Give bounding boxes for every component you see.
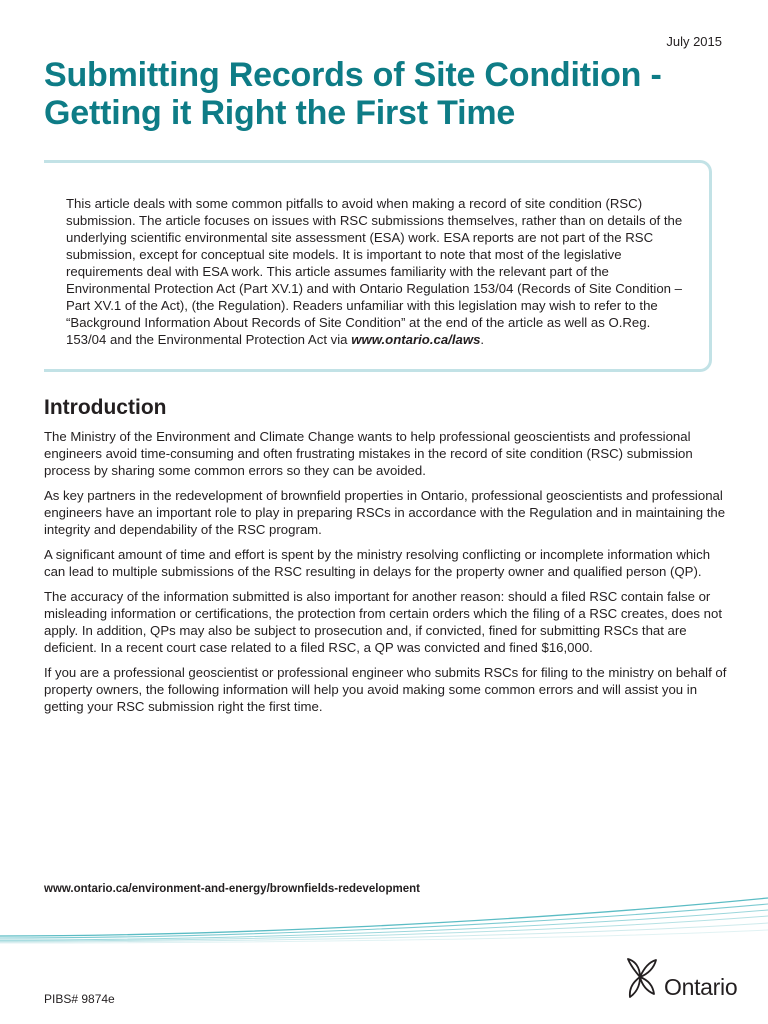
- introduction-heading: Introduction: [44, 396, 167, 419]
- ontario-logo: [618, 956, 758, 1002]
- summary-callout: [44, 160, 712, 372]
- callout-body: This article deals with some common pitfalls to avoid when making a record of site condition (RSC) submission. The article focuses on issues with RSC submissions themselves, rather than on details of the underlying scientific environmental site assessment (ESA) work. ESA reports are not part of the RSC submission, except for conceptual site models. It is important to note that most of the legislative requirements deal with ESA work. This article assumes familiarity with the relevant part of the Environmental Protection Act (Part XV.1) and with Ontario Regulation 153/04 (Records of Site Condition – Part XV.1 of the Act), (the Regulation). Readers unfamiliar with this legislation may wish to refer to the “Background Information About Records of Site Condition” at the end of the article as well as O.Reg. 153/04 and the Environmental Protection Act via: [66, 196, 683, 347]
- footer-url-link[interactable]: www.ontario.ca/environment-and-energy/brownfields-redevelopment: [44, 883, 420, 895]
- intro-paragraph: If you are a professional geoscientist or professional engineer who submits RSCs for filing to the ministry on behalf of property owners, the following information will help you avoid making some common errors and will assist you in getting your RSC submission right the first time.: [44, 665, 727, 714]
- ontario-wordmark: Ontario: [664, 974, 738, 1000]
- intro-paragraph: The Ministry of the Environment and Climate Change wants to help professional geoscientists and professional engineers avoid time-consuming and often frustrating mistakes in the record of site condition (RSC) submission process by sharing some common errors so they can be avoided.: [44, 429, 693, 478]
- intro-paragraph: The accuracy of the information submitted is also important for another reason: should a filed RSC contain false or misleading information or certifications, the protection from certain orders which the filing of a RSC creates, does not apply. In addition, QPs may also be subject to prosecution and, if convicted, fined for submitting RSCs that are deficient. In a recent court case related to a filed RSC, a QP was convicted and fined $16,000.: [44, 589, 723, 655]
- intro-paragraph: As key partners in the redevelopment of brownfield properties in Ontario, professional geoscientists and professional engineers have an important role to play in preparing RSCs in accordance with the Regulation and in maintaining the integrity and dependability of the RSC program.: [44, 488, 726, 537]
- document-date: July 2015: [666, 34, 722, 49]
- intro-paragraph: A significant amount of time and effort is spent by the ministry resolving conflicting or incomplete information which can lead to multiple submissions of the RSC resulting in delays for the property owner and qualified person (QP).: [44, 547, 711, 579]
- callout-text: [66, 195, 685, 348]
- pibs-number: PIBS# 9874e: [44, 992, 115, 1006]
- page-title: Submitting Records of Site Condition - Getting it Right the First Time: [44, 56, 662, 132]
- callout-end: .: [480, 332, 485, 347]
- introduction-body: [44, 428, 728, 723]
- decorative-waves: [0, 896, 768, 944]
- laws-link[interactable]: www.ontario.ca/laws: [351, 332, 481, 347]
- trillium-icon: [618, 956, 662, 1000]
